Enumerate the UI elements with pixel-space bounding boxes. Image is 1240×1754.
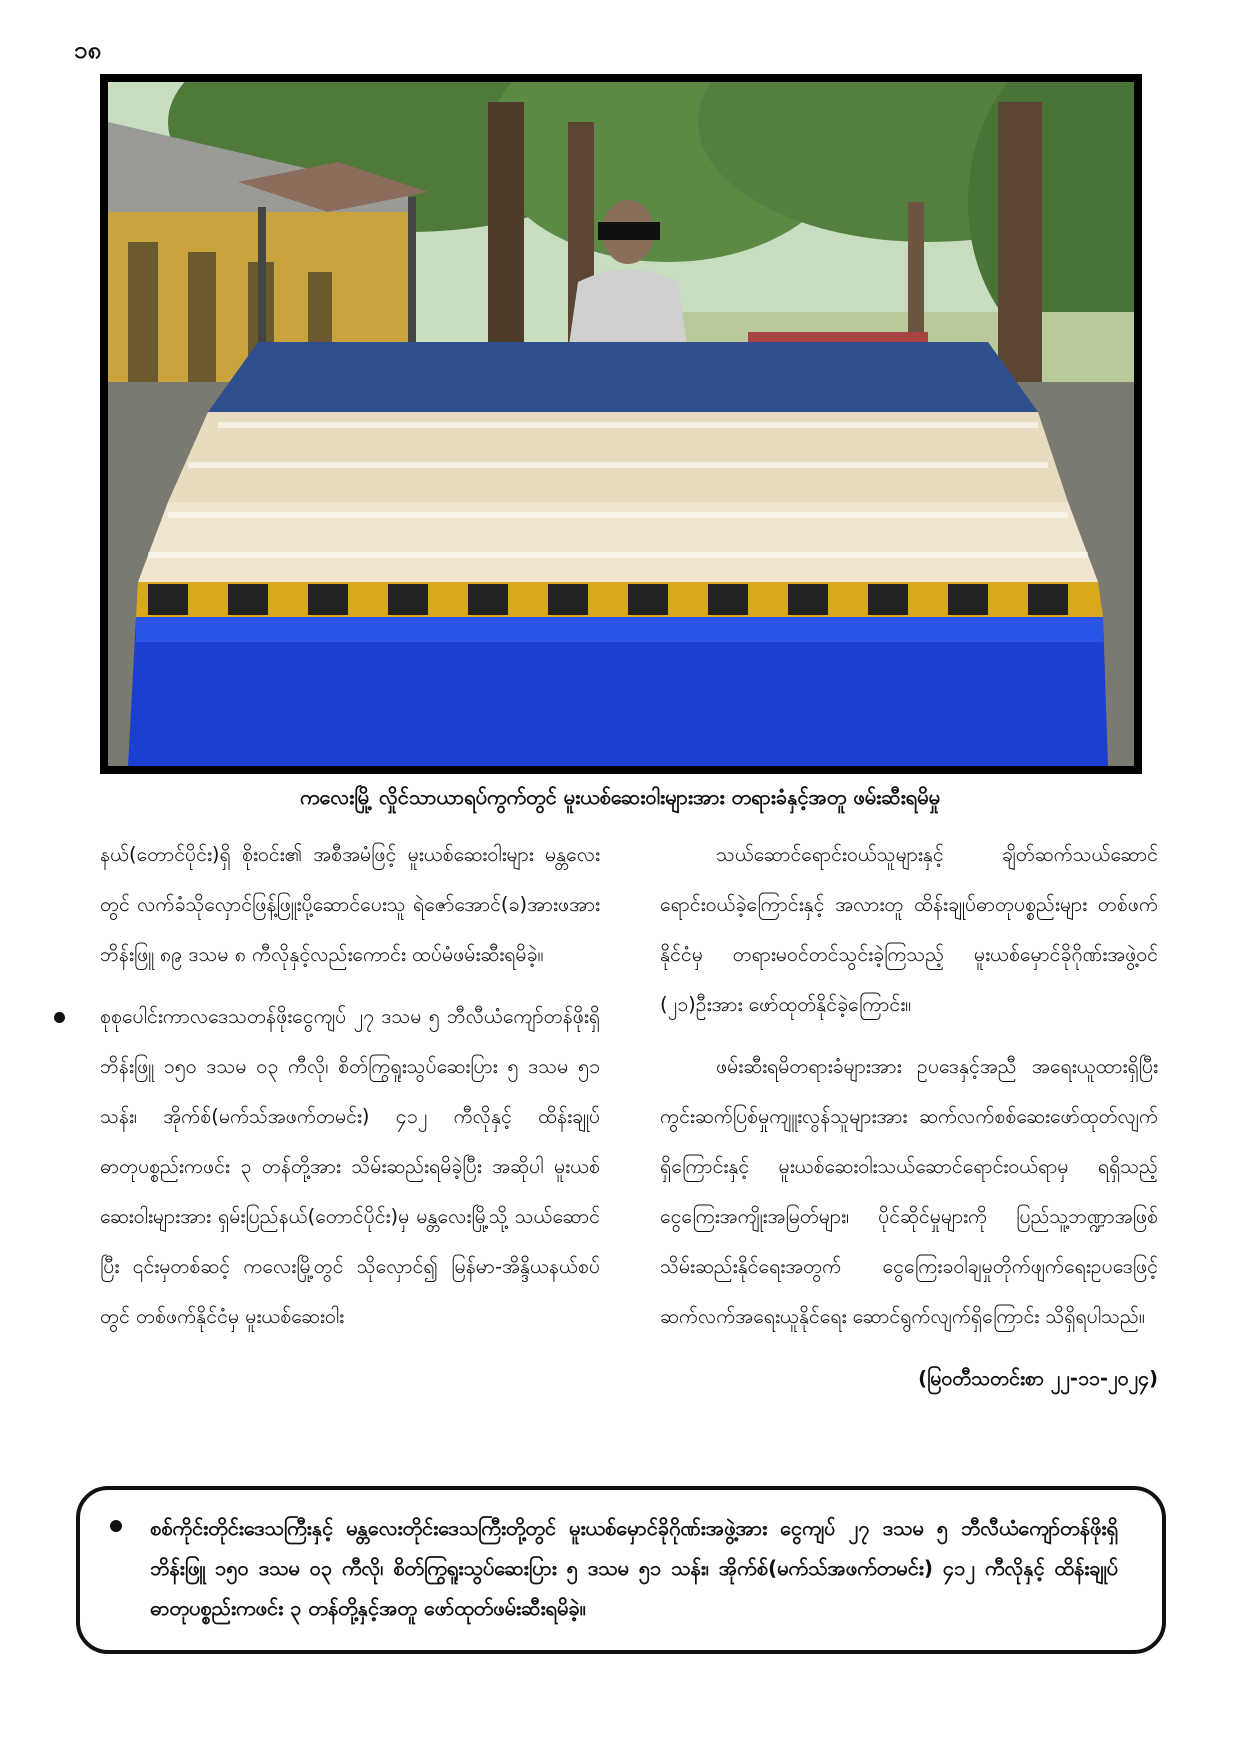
article-paragraph: ဖမ်းဆီးရမိတရားခံများအား ဥပဒေနှင့်အညီ အရေးယူထားရှိပြီး ကွင်းဆက်ပြစ်မှုကျူးလွန်သူများအား ဆက်လက်စစ်ဆေးဖော်ထုတ်လျက်ရှိကြောင်းနှင့် မူးယစ်ဆေးဝါးသယ်ဆောင်ရောင်းဝယ်ရာမှ ရရှိသည့် ငွေကြေးအကျိုးအမြတ်များ၊ ပိုင်ဆိုင်မှုများကို ပြည်သူ့ဘဏ္ဍာအဖြစ် သိမ်းဆည်းနိုင်ရေးအတွက် ငွေကြေးခဝါချမှုတိုက်ဖျက်ရေးဥပဒေဖြင့် ဆက်လက်အရေးယူနိုင်ရေး ဆောင်ရွက်လျက်ရှိကြောင်း သိရှိရပါသည်။	[660, 1055, 1158, 1328]
article-paragraph: စုစုပေါင်းကာလဒေသတန်ဖိုးငွေကျပ် ၂၇ ဒသမ ၅ ဘီလီယံကျော်တန်ဖိုးရှိ ဘိန်းဖြူ ၁၅၀ ဒသမ ၀၃ ကီလို၊ စိတ်ကြွရူးသွပ်ဆေးပြား ၅ ဒသမ ၅၁ သန်း၊ အိုက်စ်(မက်သ်အဖက်တမင်း) ၄၁၂ ကီလိုနှင့် ထိန်းချုပ်ဓာတုပစ္စည်းကဖင်း ၃ တန်တို့အား သိမ်းဆည်းရမိခဲ့ပြီး အဆိုပါ မူးယစ်ဆေးဝါးများအား ရှမ်းပြည်နယ်(တောင်ပိုင်း)မှ မန္တလေးမြို့သို့ သယ်ဆောင်ပြီး ၎င်းမှတစ်ဆင့် ကလေးမြို့တွင် သိုလှောင်၍ မြန်မာ-အိန္ဒိယနယ်စပ်တွင် တစ်ဖက်နိုင်ငံမှ မူးယစ်ဆေးဝါး	[100, 1005, 600, 1328]
article-left-column	[100, 830, 600, 1354]
news-source: (မြဝတီသတင်းစာ ၂၂-၁၁-၂၀၂၄)	[918, 1367, 1158, 1390]
news-photo	[100, 74, 1142, 774]
article-paragraph: သယ်ဆောင်ရောင်းဝယ်သူများနှင့် ချိတ်ဆက်သယ်ဆောင်ရောင်းဝယ်ခဲ့ကြောင်းနှင့် အလားတူ ထိန်းချုပ်ဓာတုပစ္စည်းများ တစ်ဖက်နိုင်ငံမှ တရားမဝင်တင်သွင်းခဲ့ကြသည့် မူးယစ်မှောင်ခိုဂိုဏ်းအဖွဲ့ဝင် (၂၁)ဦးအား ဖော်ထုတ်နိုင်ခဲ့ကြောင်း။	[660, 843, 1158, 1016]
summary-text: စစ်ကိုင်းတိုင်းဒေသကြီးနှင့် မန္တလေးတိုင်းဒေသကြီးတို့တွင် မူးယစ်မှောင်ခိုဂိုဏ်းအဖွဲ့အား ငွေကျပ် ၂၇ ဒသမ ၅ ဘီလီယံကျော်တန်ဖိုးရှိ ဘိန်းဖြူ ၁၅၀ ဒသမ ၀၃ ကီလို၊ စိတ်ကြွရူးသွပ်ဆေးပြား ၅ ဒသမ ၅၁ သန်း၊ အိုက်စ်(မက်သ်အဖက်တမင်း) ၄၁၂ ကီလိုနှင့် ထိန်းချုပ်ဓာတုပစ္စည်းကဖင်း ၃ တန်တို့နှင့်အတူ ဖော်ထုတ်ဖမ်းဆီးရမိခဲ့။	[150, 1516, 1118, 1620]
article-right-column	[660, 830, 1158, 1404]
bullet-icon	[54, 1012, 65, 1023]
photo-caption: ကလေးမြို့ လှိုင်သာယာရပ်ကွက်တွင် မူးယစ်ဆေးဝါးများအား တရားခံနှင့်အတူ ဖမ်းဆီးရမိမှု	[299, 785, 941, 809]
page-number: ၁၈	[74, 36, 102, 64]
article-paragraph: နယ်(တောင်ပိုင်း)ရှိ စိုးဝင်း၏ အစီအမံဖြင့် မူးယစ်ဆေးဝါးများ မန္တလေးတွင် လက်ခံသိုလှောင်ဖြန့်ဖြူးပို့ဆောင်ပေးသူ ရဲဇော်အောင်(ခ)အားဖအား ဘိန်းဖြူ ၈၉ ဒသမ ၈ ကီလိုနှင့်လည်းကောင်း ထပ်မံဖမ်းဆီးရမိခဲ့။	[100, 843, 600, 966]
bullet-paragraph	[100, 992, 600, 1342]
photo-illustration	[108, 82, 1134, 766]
bullet-icon	[110, 1520, 122, 1532]
summary-box	[76, 1486, 1166, 1654]
seized-drugs-photo	[108, 82, 1134, 766]
